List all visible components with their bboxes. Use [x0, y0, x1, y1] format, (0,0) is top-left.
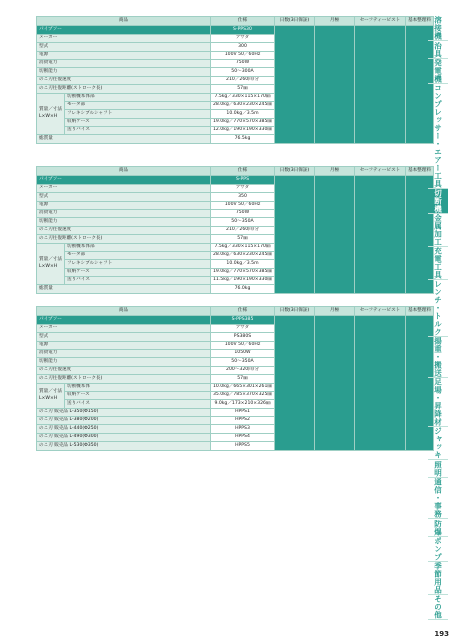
dimension-part: 送りバイス: [64, 127, 210, 135]
sidebar-tab[interactable]: 溶接機: [428, 16, 448, 41]
total-value: 76.5kg: [210, 135, 274, 143]
spec-value: 50〜350A: [210, 358, 274, 366]
blade-label: のこ刃 販売品 L-490(Φ300): [37, 433, 211, 441]
spec-value: 1050W: [210, 349, 274, 357]
header-col-4: セーフティーピスト: [354, 167, 405, 176]
sidebar-tab[interactable]: レンチ・トルク: [428, 280, 448, 337]
sidebar-tab[interactable]: 切断機: [428, 189, 448, 214]
spec-label: 切断能力: [37, 68, 211, 76]
sidebar-tab[interactable]: 治具: [428, 41, 448, 59]
sidebar-tab[interactable]: 防爆: [428, 519, 448, 537]
spec-label: メーカー: [37, 34, 211, 42]
blade-label: のこ刃 販売品 L-440(Φ250): [37, 425, 211, 433]
spec-value: 100V 50／60Hz: [210, 201, 274, 209]
spec-label: のこ刃往復距離(ストローク長): [37, 375, 211, 383]
dimension-part: 収納ケース: [64, 268, 210, 276]
page-number: 193: [434, 630, 449, 638]
spec-value: 200〜320回/分: [210, 366, 274, 374]
sidebar-tab[interactable]: 揚重・搬送: [428, 337, 448, 378]
dimension-value: 12.0kg／190×190×330㎜: [210, 127, 274, 135]
spec-value: PS380S: [210, 333, 274, 341]
spec-value: 210／260回/分: [210, 226, 274, 234]
spec-label: のこ刃往復速度: [37, 76, 211, 84]
dimension-part: 収納ケース: [64, 391, 210, 399]
header-product: 商品: [37, 167, 211, 176]
spec-value: 57㎜: [210, 375, 274, 383]
spec-value: 300: [210, 43, 274, 51]
blade-value: HPPS5: [210, 442, 274, 450]
spec-label: 電源: [37, 201, 211, 209]
model-label: パイプソー: [37, 316, 211, 325]
spec-label: のこ刃往復速度: [37, 366, 211, 374]
dimension-part: モータ部: [64, 251, 210, 259]
sidebar-tab[interactable]: その他: [428, 595, 448, 620]
model-row: [37, 176, 434, 185]
sidebar-tab[interactable]: 金属加工: [428, 214, 448, 247]
dimension-part: 切断機本体: [64, 383, 210, 391]
dimension-part: 切断機本体部: [64, 93, 210, 101]
header-col-5: 基本整理料: [405, 167, 433, 176]
header-spec: 仕様: [210, 307, 274, 316]
blade-value: HPPS4: [210, 433, 274, 441]
table-header: [37, 17, 434, 26]
dimension-label: 質量／寸法 L×W×H: [37, 243, 65, 285]
spec-label: 切断能力: [37, 218, 211, 226]
dimension-value: 10.0kg／665×301×261㎜: [210, 383, 274, 391]
spec-value: 57㎜: [210, 235, 274, 243]
dimension-value: 10.0kg／3.5m: [210, 110, 274, 118]
spec-value: 100V 50／60Hz: [210, 341, 274, 349]
model-label: パイプソー: [37, 26, 211, 35]
spec-value: アサダ: [210, 184, 274, 192]
header-col-5: 基本整理料: [405, 307, 433, 316]
model-name: S-PPS: [210, 176, 274, 185]
spec-value: 50〜300A: [210, 68, 274, 76]
spec-value: 50〜350A: [210, 218, 274, 226]
sidebar-tab[interactable]: 通信・事務: [428, 478, 448, 519]
spec-label: のこ刃往復距離(ストローク長): [37, 85, 211, 93]
header-col-3: 月極: [314, 167, 354, 176]
spec-table-2: [36, 166, 434, 294]
dimension-value: 28.0kg／630×230×245㎜: [210, 101, 274, 109]
table-header: [37, 307, 434, 316]
header-product: 商品: [37, 17, 211, 26]
spec-table-3: [36, 306, 434, 451]
model-name: S-PPS30: [210, 26, 274, 35]
model-name: S-PPS385: [210, 316, 274, 325]
blade-value: HPPS3: [210, 425, 274, 433]
dimension-part: 切断機本体部: [64, 243, 210, 251]
spec-label: メーカー: [37, 184, 211, 192]
spec-label: のこ刃往復距離(ストローク長): [37, 235, 211, 243]
sidebar-tab[interactable]: 季節用品: [428, 562, 448, 595]
header-col-2: 日数(3日保証): [274, 17, 314, 26]
spec-label: 電源: [37, 341, 211, 349]
dimension-value: 7.5kg／330×115×170㎜: [210, 243, 274, 251]
dimension-part: フレキシブルシャフト: [64, 110, 210, 118]
spec-label: 型式: [37, 333, 211, 341]
spec-value: 750W: [210, 209, 274, 217]
spec-value: 750W: [210, 59, 274, 67]
table-header: [37, 167, 434, 176]
spec-label: 消費電力: [37, 209, 211, 217]
sidebar-tab[interactable]: 充電工具: [428, 247, 448, 280]
sidebar-tab[interactable]: ポンプ: [428, 537, 448, 562]
spec-label: 消費電力: [37, 349, 211, 357]
total-label: 総質量: [37, 135, 211, 143]
category-sidebar: [428, 16, 448, 620]
header-spec: 仕様: [210, 167, 274, 176]
sidebar-tab[interactable]: ジャッキ: [428, 427, 448, 460]
dimension-value: 35.0kg／785×370×325㎜: [210, 391, 274, 399]
total-value: 76.0kg: [210, 285, 274, 293]
blade-label: のこ刃 販売品 L-380(Φ200): [37, 417, 211, 425]
spec-label: 消費電力: [37, 59, 211, 67]
header-product: 商品: [37, 307, 211, 316]
spec-label: のこ刃往復速度: [37, 226, 211, 234]
dimension-value: 11.5kg／190×190×330㎜: [210, 277, 274, 285]
spec-label: メーカー: [37, 324, 211, 332]
spec-label: 型式: [37, 43, 211, 51]
header-col-2: 日数(3日保証): [274, 307, 314, 316]
header-col-2: 日数(3日保証): [274, 167, 314, 176]
spec-value: アサダ: [210, 324, 274, 332]
dimension-label: 質量／寸法 L×W×H: [37, 93, 65, 135]
header-col-4: セーフティーピスト: [354, 307, 405, 316]
model-label: パイプソー: [37, 176, 211, 185]
spec-label: 電源: [37, 51, 211, 59]
total-label: 総質量: [37, 285, 211, 293]
sidebar-tab[interactable]: 発電機: [428, 59, 448, 84]
dimension-value: 9.0kg／173×210×326㎜: [210, 400, 274, 408]
spec-label: 型式: [37, 193, 211, 201]
spec-table-1: [36, 16, 434, 144]
spec-value: 57㎜: [210, 85, 274, 93]
dimension-part: フレキシブルシャフト: [64, 260, 210, 268]
dimension-part: 送りバイス: [64, 400, 210, 408]
sidebar-tab[interactable]: 照明: [428, 460, 448, 478]
dimension-value: 10.0kg／3.5m: [210, 260, 274, 268]
dimension-value: 19.0kg／770×570×385㎜: [210, 268, 274, 276]
blade-label: のこ刃 販売品 L-530(Φ350): [37, 442, 211, 450]
spec-label: 切断能力: [37, 358, 211, 366]
dimension-part: モータ部: [64, 101, 210, 109]
blade-label: のこ刃 販売品 L-350(Φ150): [37, 408, 211, 416]
header-col-3: 月極: [314, 307, 354, 316]
dimension-part: 送りバイス: [64, 277, 210, 285]
spec-value: 100V 50／60Hz: [210, 51, 274, 59]
model-row: [37, 26, 434, 35]
spec-value: アサダ: [210, 34, 274, 42]
header-col-5: 基本整理料: [405, 17, 433, 26]
header-spec: 仕様: [210, 17, 274, 26]
dimension-value: 19.0kg／770×570×385㎜: [210, 118, 274, 126]
dimension-label: 質量／寸法 L×W×H: [37, 383, 65, 408]
header-col-4: セーフティーピスト: [354, 17, 405, 26]
model-row: [37, 316, 434, 325]
dimension-value: 28.0kg／630×230×245㎜: [210, 251, 274, 259]
header-col-3: 月極: [314, 17, 354, 26]
dimension-value: 7.5kg／330×115×170㎜: [210, 93, 274, 101]
blade-value: HPPS2: [210, 417, 274, 425]
blade-value: HPPS1: [210, 408, 274, 416]
sidebar-tab[interactable]: 足場・昇降材: [428, 378, 448, 427]
spec-value: 210／260回/分: [210, 76, 274, 84]
sidebar-tab[interactable]: コンプレッサー・エアー工具: [428, 84, 448, 189]
dimension-part: 収納ケース: [64, 118, 210, 126]
spec-value: 350: [210, 193, 274, 201]
